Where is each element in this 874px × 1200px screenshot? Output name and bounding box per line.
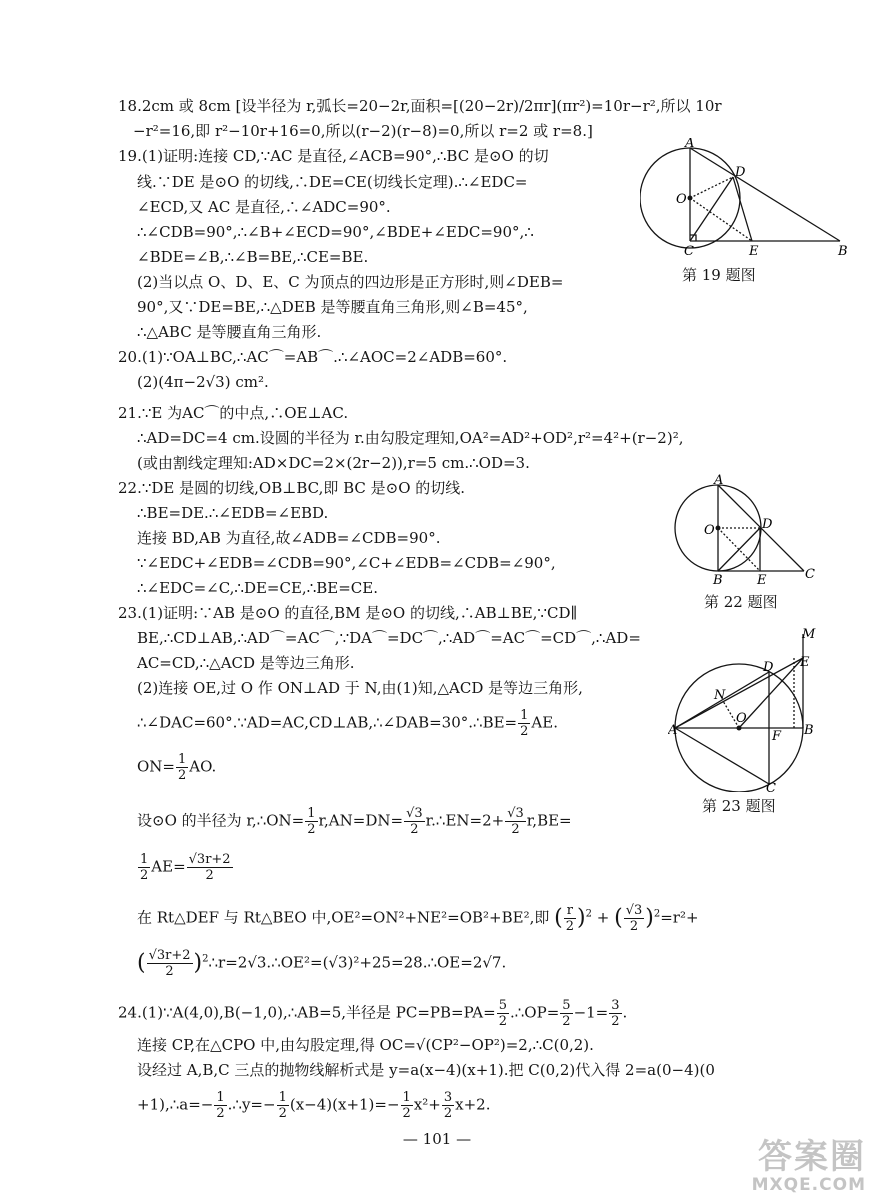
watermark-logo: 答案圈 (758, 1137, 866, 1177)
text-line-20-1: 20.(1)∵OA⊥BC,∴AC⌒=AB⌒.∴∠AOC=2∠ADB=60°. (118, 348, 508, 366)
numerator: 3 (611, 998, 620, 1013)
text-23-7-c: r.∴EN=2+ (425, 811, 505, 830)
text-line-22-5: ∴∠EDC=∠C,∴DE=CE,∴BE=CE. (137, 579, 378, 597)
numerator: 1 (402, 1090, 411, 1105)
text-24-4-c: (x−4)(x+1)=− (289, 1095, 400, 1114)
fraction (176, 752, 188, 783)
denominator: 2 (178, 768, 187, 783)
text-line-19-4: ∴∠CDB=90°,∴∠B+∠ECD=90°,∠BDE+∠EDC=90°,∴ (137, 223, 534, 241)
figure-22-caption: 第 22 题图 (704, 593, 778, 611)
text-23-7-b: r,AN=DN= (318, 811, 404, 830)
denominator: 2 (307, 822, 316, 837)
text-line-19-2: 线.∵DE 是⊙O 的切线,∴DE=CE(切线长定理).∴∠EDC= (137, 173, 528, 191)
fraction (564, 903, 576, 934)
text-line-24-2: 连接 CP,在△CPO 中,由勾股定理,得 OC=√(CP²−OP²)=2,∴C(0,2). (137, 1036, 594, 1054)
text-23-5-pre: ∴∠DAC=60°.∵AD=AC,CD⊥AB,∴∠DAB=30°.∴BE= (137, 713, 518, 732)
label-d: D (762, 517, 773, 532)
label-b: B (713, 573, 723, 586)
denominator: 2 (205, 868, 214, 883)
label-c: C (684, 244, 694, 258)
denominator: 2 (278, 1106, 287, 1121)
text-line-23-5 (137, 708, 558, 739)
denominator: 2 (498, 1014, 507, 1029)
fraction (277, 1090, 289, 1121)
label-e: E (757, 573, 767, 586)
denominator: 2 (511, 822, 520, 837)
segment-oe (690, 198, 752, 241)
numerator: 1 (140, 852, 149, 867)
numerator: √3 (406, 806, 423, 821)
label-b: B (804, 723, 814, 738)
text-line-19-3: ∠ECD,又 AC 是直径,∴∠ADC=90°. (137, 198, 391, 216)
fraction (518, 708, 530, 739)
numerator: √3 (507, 806, 524, 821)
label-n: N (714, 688, 726, 703)
label-c: C (805, 567, 815, 582)
denominator: 2 (402, 1106, 411, 1121)
label-c: C (766, 781, 776, 792)
center-point (737, 726, 742, 731)
text-23-10: ∴r=2√3.∴OE²=(√3)²+25=28.∴OE=2√7. (208, 953, 507, 972)
fraction (214, 1090, 226, 1121)
fraction (624, 903, 645, 934)
label-d: D (735, 165, 746, 180)
text-line-24-3: 设经过 A,B,C 三点的抛物线解析式是 y=a(x−4)(x+1).把 C(0,2)代入得 2=a(0−4)(0 (137, 1061, 715, 1079)
text-23-7-a: 设⊙O 的半径为 r,∴ON= (137, 811, 305, 830)
denominator: 2 (611, 1014, 620, 1029)
text-line-19-8: ∴△ABC 是等腰直角三角形. (137, 323, 322, 341)
fraction (404, 806, 425, 837)
text-24-1-mid2: −1= (573, 1003, 609, 1022)
label-d: D (763, 660, 774, 675)
text-line-22-2: ∴BE=DE.∴∠EDB=∠EBD. (137, 504, 329, 522)
text-23-6-post: AO. (189, 757, 217, 776)
denominator: 2 (562, 1014, 571, 1029)
fraction (138, 852, 150, 883)
center-point (716, 526, 721, 531)
text-24-4-e: x+2. (455, 1095, 491, 1114)
text-line-23-2: BE,∴CD⊥AB,∴AD⌒=AC⌒,∵DA⌒=DC⌒,∴AD⌒=AC⌒=CD⌒,∴AD= (137, 629, 641, 647)
text-23-5-post: AE. (531, 713, 558, 732)
text-23-9: 在 Rt△DEF 与 Rt△BEO 中,OE²=ON²+NE²=OB²+BE²,即 (137, 908, 550, 927)
label-a: A (668, 723, 678, 738)
text-line-23-8 (137, 852, 234, 883)
numerator: r (564, 903, 576, 919)
superscript: 2 (585, 908, 592, 920)
text-23-7-d: r,BE= (526, 811, 572, 830)
text-line-18a: 18.2cm 或 8cm [设半径为 r,弧长=20−2r,面积=[(20−2r)/2πr](πr²)=10r−r²,所以 10r (118, 97, 722, 115)
fraction (305, 806, 317, 837)
fraction (560, 998, 572, 1029)
watermark (752, 1138, 866, 1194)
text-24-4-a: +1),∴a=− (137, 1095, 214, 1114)
numerator: 1 (520, 708, 529, 723)
segment-de (733, 177, 752, 241)
label-o: O (704, 523, 715, 538)
text-line-23-6 (137, 752, 216, 783)
numerator: √3r+2 (148, 948, 191, 963)
superscript: 2 (653, 908, 661, 920)
label-f: F (772, 729, 782, 744)
numerator: 5 (562, 998, 571, 1013)
text-line-23-4: (2)连接 OE,过 O 作 ON⊥AD 于 N,由(1)知,△ACD 是等边三角形, (137, 679, 583, 697)
text-line-23-3: AC=CD,∴△ACD 是等边三角形. (137, 654, 355, 672)
numerator: 3 (443, 1090, 453, 1105)
numerator: 1 (307, 806, 316, 821)
text-24-1-pre: 24.(1)∵A(4,0),B(−1,0),∴AB=5,半径是 PC=PB=PA= (118, 1003, 496, 1022)
text-line-19-7: 90°,又∵DE=BE,∴△DEB 是等腰直角三角形,则∠B=45°, (137, 298, 528, 316)
fraction (505, 806, 526, 837)
label-e: E (800, 655, 810, 670)
watermark-site: MXQE.COM (751, 1175, 866, 1195)
text-line-23-9: 在 Rt△DEF 与 Rt△BEO 中,OE²=ON²+NE²=OB²+BE²,即 ( $\frac{r}{2}$ )$^2$ + ( $\frac{√3}{2}$ )$^2$=r²+ (137, 903, 699, 934)
denominator: 2 (443, 1106, 453, 1121)
figure-23-caption: 第 23 题图 (702, 797, 776, 815)
fraction (401, 1090, 413, 1121)
text-24-4-b: .∴y=− (227, 1095, 276, 1114)
numerator: 1 (278, 1090, 287, 1105)
page-number: — 101 — (402, 1130, 472, 1148)
denominator: 2 (520, 724, 529, 739)
superscript: 2 (202, 953, 209, 965)
text-line-23-10: ( $\frac{√3r+2}{2}$ )$^2$∴r=2√3.∴OE²=(√3)²+25=28.∴OE=2√7. (137, 948, 507, 979)
numerator: 1 (178, 752, 187, 767)
fraction (187, 852, 233, 883)
label-a: A (714, 474, 724, 488)
label-m: M (802, 627, 816, 642)
numerator: √3 (625, 903, 643, 918)
fraction (147, 948, 193, 979)
text-23-9-end: =r²+ (660, 908, 699, 927)
figure-19 (640, 138, 854, 258)
text-line-21-1: 21.∵E 为AC⌒的中点,∴OE⊥AC. (118, 404, 349, 422)
text-line-22-3: 连接 BD,AB 为直径,故∠ADB=∠CDB=90°. (137, 529, 441, 547)
label-e: E (749, 244, 759, 258)
text-line-24-1 (118, 998, 627, 1029)
numerator: 1 (216, 1090, 225, 1105)
text-line-23-1: 23.(1)证明:∵AB 是⊙O 的直径,BM 是⊙O 的切线,∴AB⊥BE,∵CD∥ (118, 604, 578, 622)
text-line-19-1: 19.(1)证明:连接 CD,∵AC 是直径,∠ACB=90°,∴BC 是⊙O 的切 (118, 147, 549, 165)
text-24-4-d: x²+ (413, 1095, 441, 1114)
figure-19-caption: 第 19 题图 (682, 266, 756, 284)
text-line-21-3: (或由割线定理知:AD×DC=2×(2r−2)),r=5 cm.∴OD=3. (137, 454, 530, 472)
text-line-20-2: (2)(4π−2√3) cm². (137, 373, 269, 391)
text-line-19-5: ∠BDE=∠B,∴∠B=BE,∴CE=BE. (137, 248, 369, 266)
numerator: √3r+2 (188, 852, 231, 867)
label-b: B (838, 244, 848, 258)
text-line-23-7 (137, 806, 572, 837)
text-line-18b: −r²=16,即 r²−10r+16=0,所以(r−2)(r−8)=0,所以 r=2 或 r=8.] (133, 122, 593, 140)
denominator: 2 (140, 868, 149, 883)
segment-ab (690, 148, 840, 241)
text-24-1-mid: .∴OP= (510, 1003, 560, 1022)
text-line-24-4 (137, 1090, 491, 1121)
text-23-8-b: AE= (151, 857, 186, 876)
text-23-6-pre: ON= (137, 757, 175, 776)
fraction (442, 1090, 454, 1121)
text-24-1-end: . (622, 1003, 628, 1022)
denominator: 2 (410, 822, 419, 837)
fraction (609, 998, 621, 1029)
figure-23 (668, 626, 818, 792)
label-o: O (736, 711, 747, 726)
denominator: 2 (565, 919, 575, 934)
fraction (497, 998, 509, 1029)
text-line-22-4: ∵∠EDC+∠EDB=∠CDB=90°,∠C+∠EDB=∠CDB=∠90°, (137, 554, 556, 572)
figure-22 (672, 474, 822, 586)
numerator: 5 (498, 998, 507, 1013)
denominator: 2 (629, 919, 639, 934)
label-o: O (676, 192, 687, 207)
denominator: 2 (165, 964, 174, 979)
text-line-21-2: ∴AD=DC=4 cm.设圆的半径为 r.由勾股定理知,OA²=AD²+OD²,r²=4²+(r−2)², (137, 429, 684, 447)
center-point (688, 196, 693, 201)
label-a: A (685, 138, 695, 151)
text-line-19-6: (2)当以点 O、D、E、C 为顶点的四边形是正方形时,则∠DEB= (137, 273, 564, 291)
segment-ac (675, 728, 769, 784)
denominator: 2 (216, 1106, 225, 1121)
text-line-22-1: 22.∵DE 是圆的切线,OB⊥BC,即 BC 是⊙O 的切线. (118, 479, 466, 497)
